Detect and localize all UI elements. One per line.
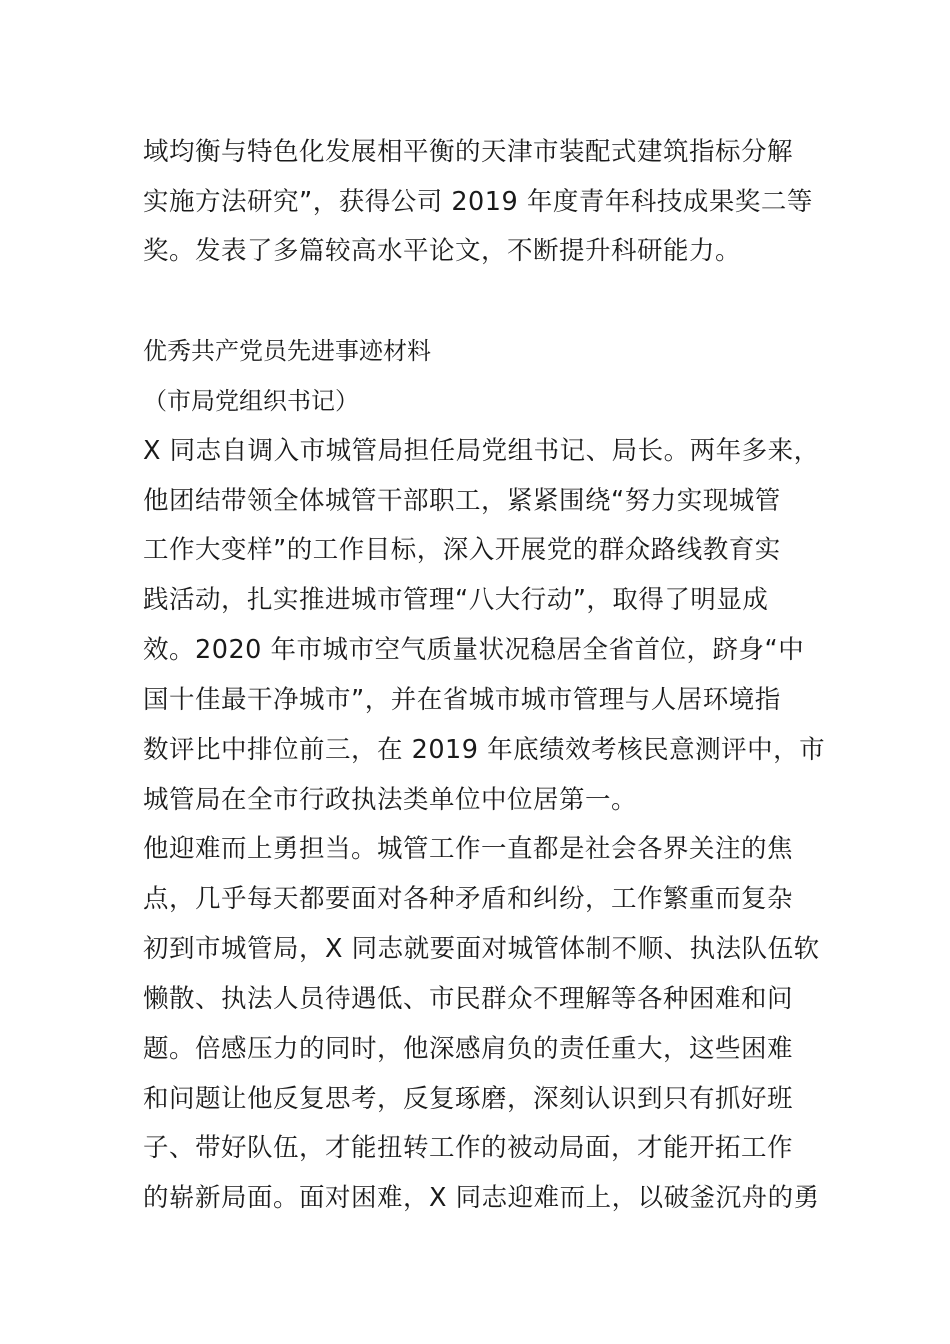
text-line: 他团结带领全体城管干部职工，紧紧围绕“努力实现城管: [143, 486, 781, 516]
text-line: 的崭新局面。面对困难，X 同志迎难而上，以破釜沉舟的勇: [143, 1183, 820, 1213]
text-line: 数评比中排位前三，在 2019 年底绩效考核民意测评中，市: [143, 735, 826, 765]
text-line: 点，几乎每天都要面对各种矛盾和纠纷，工作繁重而复杂: [143, 884, 794, 914]
text-line: 奖。发表了多篇较高水平论文，不断提升科研能力。: [143, 236, 742, 266]
text-line: 题。倍感压力的同时，他深感肩负的责任重大，这些困难: [143, 1034, 794, 1064]
text-line: 实施方法研究”，获得公司 2019 年度青年科技成果奖二等: [143, 187, 813, 217]
text-line: 懒散、执法人员待遇低、市民群众不理解等各种困难和问: [143, 984, 794, 1014]
text-line: 域均衡与特色化发展相平衡的天津市装配式建筑指标分解: [143, 137, 794, 167]
text-line: 城管局在全市行政执法类单位中位居第一。: [143, 785, 638, 815]
text-line: 效。2020 年市城市空气质量状况稳居全省首位，跻身“中: [143, 635, 805, 665]
text-line: 和问题让他反复思考，反复琢磨，深刻认识到只有抓好班: [143, 1084, 794, 1114]
text-line: 他迎难而上勇担当。城管工作一直都是社会各界关注的焦: [143, 834, 794, 864]
section-title: 优秀共产党员先进事迹材料: [143, 337, 431, 365]
text-line: 国十佳最干净城市”，并在省城市城市管理与人居环境指: [143, 685, 781, 715]
text-line: X 同志自调入市城管局担任局党组书记、局长。两年多来，: [143, 436, 820, 466]
text-line: 初到市城管局，X 同志就要面对城管体制不顺、执法队伍软: [143, 934, 820, 964]
text-line: 子、带好队伍，才能扭转工作的被动局面，才能开拓工作: [143, 1133, 794, 1163]
section-subtitle: （市局党组织书记）: [143, 387, 359, 415]
text-line: 工作大变样”的工作目标，深入开展党的群众路线教育实: [143, 535, 781, 565]
text-line: 践活动，扎实推进城市管理“八大行动”，取得了明显成: [143, 585, 769, 615]
